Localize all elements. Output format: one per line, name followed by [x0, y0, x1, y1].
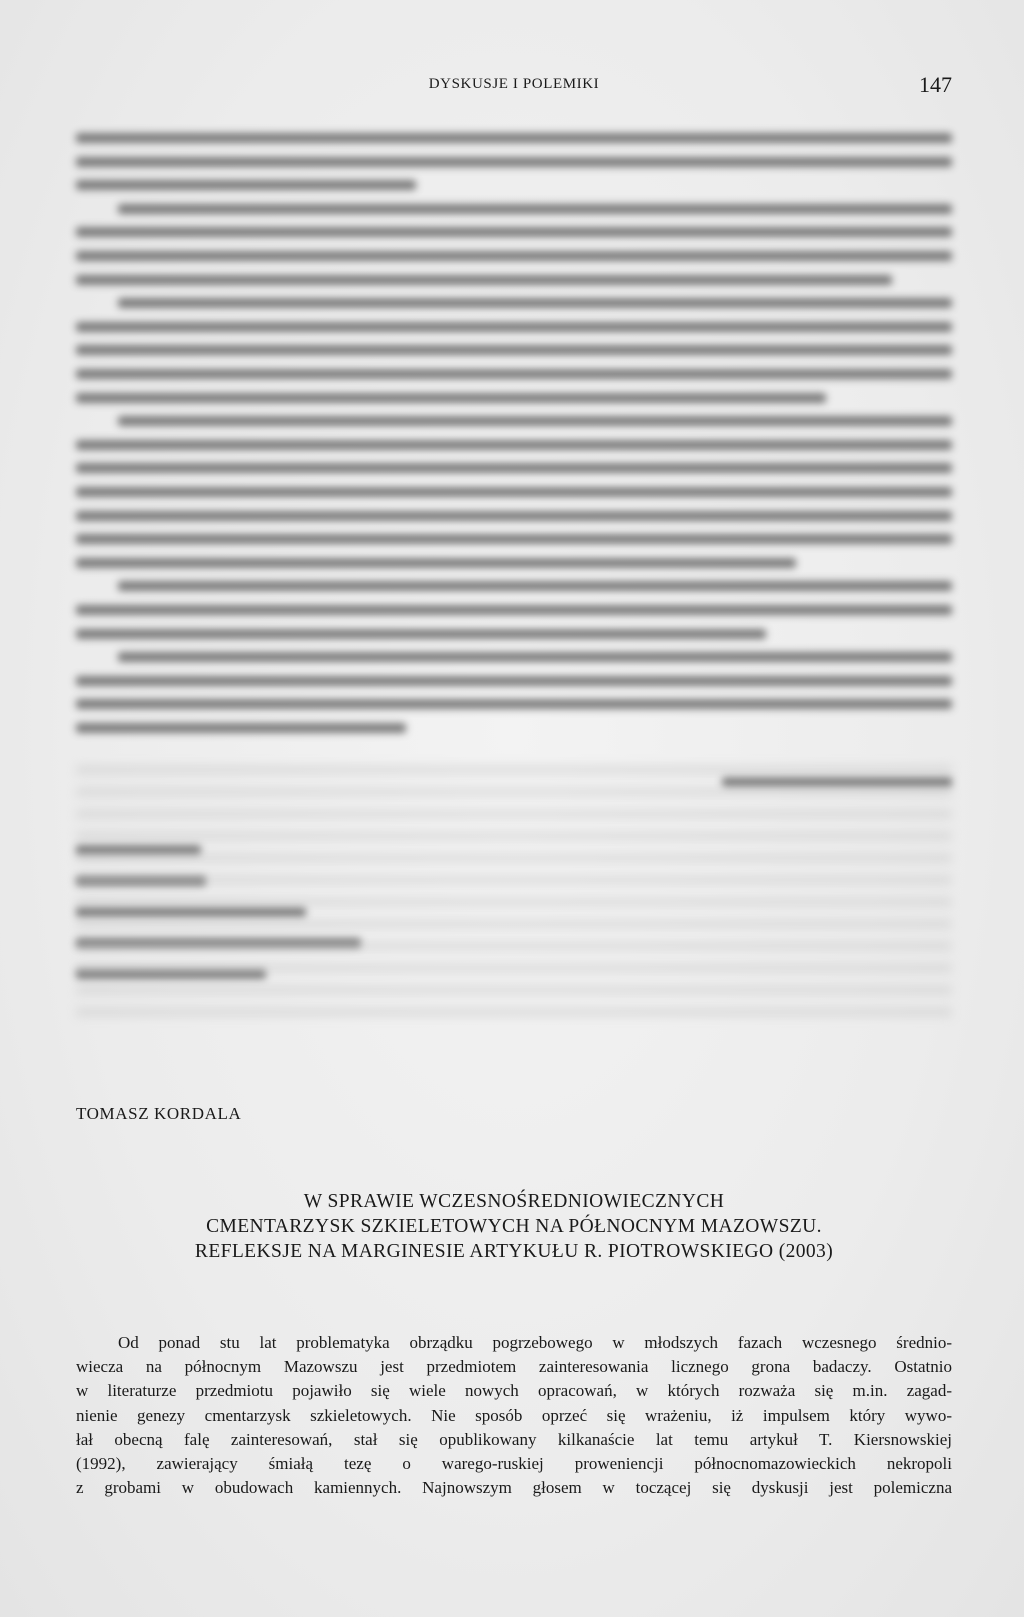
- blurred-text-line: [76, 227, 952, 237]
- blurred-text-line: [76, 487, 952, 497]
- body-line: nienie genezy cmentarzysk szkieletowych. Nie sposób oprzeć się wrażeniu, iż impulsem który wywo-: [76, 1405, 952, 1425]
- blurred-text-line: [76, 440, 952, 450]
- blurred-text-line: [118, 581, 952, 591]
- show-through-line: [76, 765, 952, 775]
- blurred-text-line: [118, 652, 952, 662]
- blurred-text-line: [76, 275, 892, 285]
- show-through-line: [76, 919, 952, 929]
- show-through-line: [76, 831, 952, 841]
- article-title: [76, 1189, 952, 1264]
- body-line: z grobami w obudowach kamiennych. Najnowszym głosem w toczącej się dyskusji jest polemiczna: [76, 1478, 952, 1498]
- blurred-previous-article: [76, 125, 952, 1010]
- blurred-text-line: [76, 393, 826, 403]
- blurred-text-line: [76, 699, 952, 709]
- body-line: łał obecną falę zainteresowań, stał się opublikowany kilkanaście lat temu artykuł T. Kiersnowskiej: [76, 1429, 952, 1449]
- blurred-address-line: [76, 907, 306, 917]
- article-body: [76, 1331, 952, 1500]
- body-line: wiecza na północnym Mazowszu jest przedmiotem zainteresowania licznego grona badaczy. Ostatnio: [76, 1357, 952, 1377]
- blurred-text-line: [76, 345, 952, 355]
- blurred-credit-line: [722, 777, 952, 787]
- show-through-line: [76, 787, 952, 797]
- blurred-text-line: [76, 133, 952, 143]
- show-through-line: [76, 853, 952, 863]
- blurred-text-line: [76, 157, 952, 167]
- body-line: w literaturze przedmiotu pojawiło się wiele nowych opracowań, w których rozważa się m.in. zagad-: [76, 1381, 952, 1401]
- show-through-line: [76, 985, 952, 995]
- blurred-text-line: [76, 322, 952, 332]
- blurred-text-line: [76, 251, 952, 261]
- blurred-text-line: [76, 676, 952, 686]
- article-title-line: W SPRAWIE WCZESNOŚREDNIOWIECZNYCH: [303, 1191, 725, 1212]
- running-head: [76, 72, 952, 102]
- blurred-text-line: [76, 511, 952, 521]
- blurred-text-line: [76, 463, 952, 473]
- show-through-line: [76, 897, 952, 907]
- body-line: (1992), zawierający śmiałą tezę o warego-ruskiej proweniencji północnomazowieckich nekropoli: [76, 1453, 952, 1473]
- running-title: DYSKUSJE I POLEMIKI: [428, 76, 600, 92]
- show-through-line: [76, 809, 952, 819]
- blurred-text-line: [76, 605, 952, 615]
- blurred-text-line: [118, 298, 952, 308]
- blurred-text-line: [76, 629, 766, 639]
- show-through-line: [76, 1007, 952, 1017]
- article-title-line: CMENTARZYSK SZKIELETOWYCH NA PÓŁNOCNYM MAZOWSZU.: [206, 1216, 822, 1237]
- body-line: Od ponad stu lat problematyka obrządku pogrzebowego w młodszych fazach wczesnego średnio-: [118, 1333, 952, 1352]
- page-number: 147: [919, 72, 952, 97]
- blurred-text-line: [118, 204, 952, 214]
- blurred-text-line: [118, 416, 952, 426]
- blurred-text-line: [76, 723, 406, 733]
- show-through-line: [76, 941, 952, 951]
- article-title-line: REFLEKSJE NA MARGINESIE ARTYKUŁU R. PIOTROWSKIEGO (2003): [194, 1241, 834, 1262]
- article-author: TOMASZ KORDALA: [76, 1104, 242, 1123]
- show-through-line: [76, 875, 952, 885]
- blurred-text-line: [76, 534, 952, 544]
- show-through-line: [76, 963, 952, 973]
- blurred-text-line: [76, 180, 416, 190]
- blurred-text-line: [76, 369, 952, 379]
- blurred-text-line: [76, 558, 796, 568]
